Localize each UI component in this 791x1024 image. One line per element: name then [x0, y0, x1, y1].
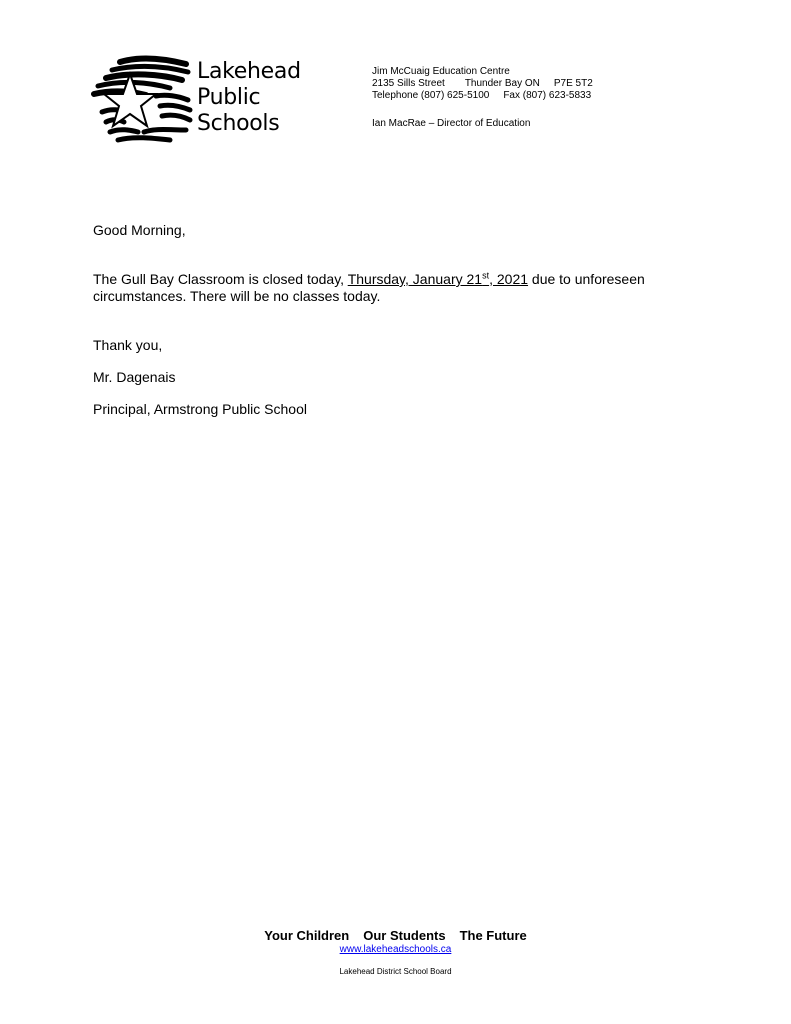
- telephone-number: Telephone (807) 625-5100: [372, 90, 490, 101]
- paragraph-line-1: [93, 271, 645, 288]
- paragraph-intro: The Gull Bay Classroom is closed today,: [93, 271, 348, 287]
- signer-title: Principal, Armstrong Public School: [93, 401, 307, 417]
- fax-number: Fax (807) 623-5833: [503, 90, 592, 101]
- closure-date-main: Thursday, January 21: [347, 271, 483, 287]
- signer-name: Mr. Dagenais: [93, 369, 176, 385]
- phone-line: [372, 90, 593, 102]
- paragraph-reason: due to unforeseen: [528, 271, 645, 287]
- school-board-logo: [90, 50, 300, 152]
- logo-wordmark: [197, 59, 301, 137]
- letter-paragraph: [93, 271, 645, 305]
- website-link[interactable]: www.lakeheadschools.ca: [339, 944, 452, 955]
- director-name: Ian MacRae – Director of Education: [372, 118, 531, 129]
- closure-date: [348, 271, 528, 287]
- closure-date-year: , 2021: [489, 271, 529, 287]
- city-province: Thunder Bay ON: [464, 78, 540, 89]
- star-brush-icon: [90, 50, 194, 150]
- footer-website: [0, 944, 791, 956]
- street-address-line: [372, 78, 593, 90]
- motto-part-1: Your Children: [264, 928, 350, 943]
- logo-line-1: Lakehead: [197, 59, 301, 84]
- paragraph-line-2: circumstances. There will be no classes today.: [93, 288, 381, 304]
- motto-part-2: Our Students: [363, 928, 446, 943]
- letterhead-address: [372, 66, 593, 130]
- footer-board-name: Lakehead District School Board: [339, 967, 452, 976]
- logo-line-2: Public: [197, 85, 261, 110]
- logo-line-3: Schools: [197, 111, 280, 136]
- letter-closing: Thank you,: [93, 337, 163, 353]
- footer-motto: [0, 928, 791, 944]
- letter-greeting: Good Morning,: [93, 222, 186, 238]
- motto-part-3: The Future: [459, 928, 527, 943]
- street-address: 2135 Sills Street: [372, 78, 445, 89]
- education-centre-name: Jim McCuaig Education Centre: [372, 66, 510, 77]
- closure-date-suffix: st: [482, 270, 490, 281]
- postal-code: P7E 5T2: [553, 78, 593, 89]
